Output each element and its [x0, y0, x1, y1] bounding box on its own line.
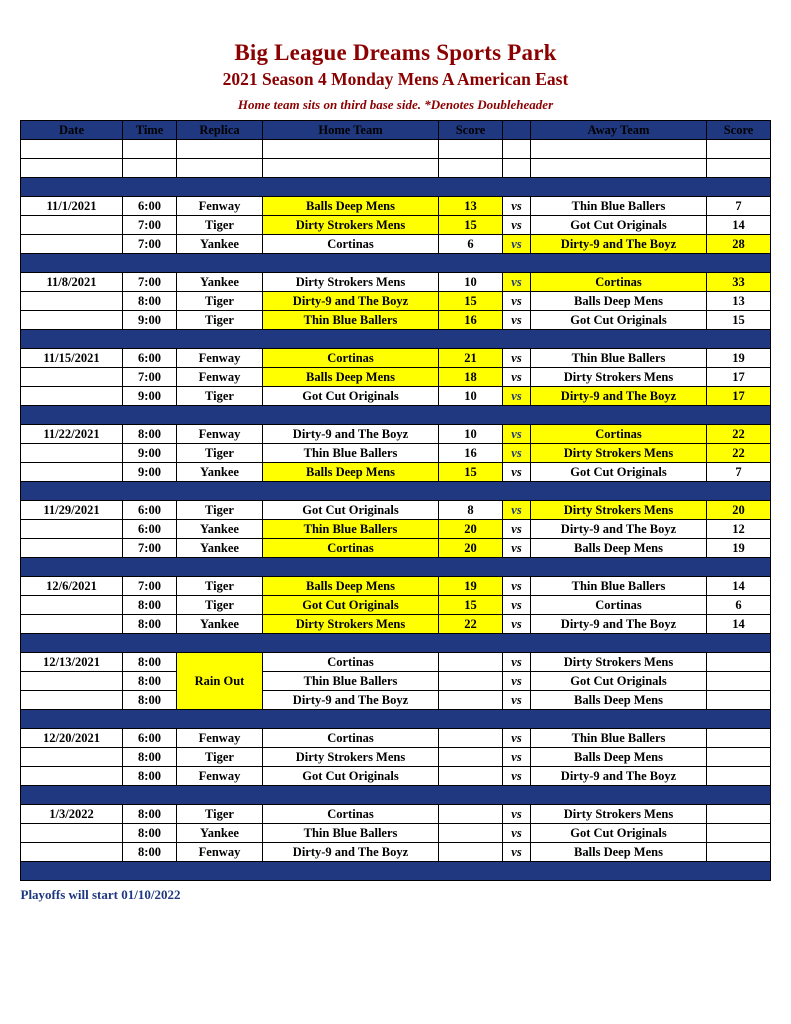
vs-label-cell: vs [503, 691, 531, 710]
time-cell: 9:00 [123, 387, 177, 406]
game-row [21, 368, 771, 387]
home-score-cell: 19 [439, 577, 503, 596]
home-score-cell [439, 767, 503, 786]
vs-label-cell: vs [503, 520, 531, 539]
home-score-cell [439, 672, 503, 691]
vs-label-cell: vs [503, 387, 531, 406]
away-score-cell: 6 [707, 596, 771, 615]
empty-cell [123, 159, 177, 178]
game-row [21, 463, 771, 482]
away-score-cell: 13 [707, 292, 771, 311]
away-score-cell [707, 653, 771, 672]
away-team-cell: Balls Deep Mens [531, 292, 707, 311]
home-score-cell [439, 843, 503, 862]
separator-bar [21, 862, 771, 881]
date-cell: 11/15/2021 [21, 349, 123, 368]
home-team-cell: Thin Blue Ballers [263, 824, 439, 843]
separator-row [21, 330, 771, 349]
away-score-cell: 12 [707, 520, 771, 539]
home-team-cell: Dirty-9 and The Boyz [263, 425, 439, 444]
time-cell: 6:00 [123, 729, 177, 748]
vs-label-cell: vs [503, 672, 531, 691]
home-team-cell: Got Cut Originals [263, 387, 439, 406]
home-score-cell: 18 [439, 368, 503, 387]
vs-label-cell: vs [503, 843, 531, 862]
time-cell: 8:00 [123, 596, 177, 615]
replica-cell: Yankee [177, 463, 263, 482]
replica-cell: Fenway [177, 767, 263, 786]
date-cell [21, 520, 123, 539]
time-cell: 7:00 [123, 368, 177, 387]
separator-bar [21, 482, 771, 501]
home-score-cell [439, 748, 503, 767]
home-team-cell: Cortinas [263, 349, 439, 368]
date-cell: 11/8/2021 [21, 273, 123, 292]
home-team-cell: Balls Deep Mens [263, 463, 439, 482]
replica-cell: Tiger [177, 292, 263, 311]
date-cell: 12/6/2021 [21, 577, 123, 596]
away-team-cell: Balls Deep Mens [531, 748, 707, 767]
home-score-cell [439, 653, 503, 672]
separator-bar [21, 710, 771, 729]
home-team-note: Home team sits on third base side. *Denotes Doubleheader [237, 97, 554, 112]
home-team-cell: Cortinas [263, 539, 439, 558]
column-header-score: Score [439, 121, 503, 140]
vs-label-cell: vs [503, 615, 531, 634]
replica-cell: Yankee [177, 235, 263, 254]
date-cell: 11/29/2021 [21, 501, 123, 520]
replica-cell: Tiger [177, 748, 263, 767]
time-cell: 8:00 [123, 843, 177, 862]
date-cell [21, 235, 123, 254]
date-cell [21, 368, 123, 387]
away-team-cell: Thin Blue Ballers [531, 729, 707, 748]
replica-cell: Yankee [177, 615, 263, 634]
time-cell: 7:00 [123, 577, 177, 596]
playoffs-note: Playoffs will start 01/10/2022 [20, 887, 181, 902]
away-team-cell: Thin Blue Ballers [531, 577, 707, 596]
date-cell [21, 767, 123, 786]
home-score-cell: 20 [439, 520, 503, 539]
rain-out-cell: Rain Out [177, 653, 263, 710]
game-row [21, 577, 771, 596]
away-team-cell: Dirty-9 and The Boyz [531, 767, 707, 786]
home-team-cell: Thin Blue Ballers [263, 520, 439, 539]
date-cell [21, 615, 123, 634]
time-cell: 8:00 [123, 824, 177, 843]
home-score-cell: 6 [439, 235, 503, 254]
home-score-cell: 10 [439, 387, 503, 406]
date-cell [21, 539, 123, 558]
time-cell: 8:00 [123, 691, 177, 710]
empty-cell [531, 159, 707, 178]
away-team-cell: Dirty-9 and The Boyz [531, 615, 707, 634]
season-subtitle: 2021 Season 4 Monday Mens A American East [222, 69, 569, 89]
away-team-cell: Balls Deep Mens [531, 691, 707, 710]
date-cell [21, 596, 123, 615]
date-cell [21, 748, 123, 767]
date-cell [21, 691, 123, 710]
vs-label-cell: vs [503, 539, 531, 558]
away-score-cell: 14 [707, 577, 771, 596]
home-score-cell [439, 691, 503, 710]
time-cell: 8:00 [123, 425, 177, 444]
empty-cell [177, 140, 263, 159]
away-team-cell: Thin Blue Ballers [531, 349, 707, 368]
separator-row [21, 406, 771, 425]
away-team-cell: Got Cut Originals [531, 463, 707, 482]
away-score-cell [707, 843, 771, 862]
game-row [21, 425, 771, 444]
away-team-cell: Dirty-9 and The Boyz [531, 520, 707, 539]
vs-label-cell: vs [503, 501, 531, 520]
away-score-cell: 20 [707, 501, 771, 520]
away-score-cell: 17 [707, 368, 771, 387]
replica-cell: Tiger [177, 577, 263, 596]
replica-cell: Yankee [177, 824, 263, 843]
empty-cell [707, 159, 771, 178]
away-team-cell: Cortinas [531, 273, 707, 292]
home-score-cell: 13 [439, 197, 503, 216]
home-team-cell: Cortinas [263, 653, 439, 672]
schedule-table-body [21, 121, 771, 881]
home-score-cell: 10 [439, 425, 503, 444]
column-header-vs [503, 121, 531, 140]
away-team-cell: Got Cut Originals [531, 216, 707, 235]
replica-cell: Tiger [177, 311, 263, 330]
game-row [21, 501, 771, 520]
home-team-cell: Dirty Strokers Mens [263, 748, 439, 767]
away-score-cell [707, 729, 771, 748]
separator-bar [21, 786, 771, 805]
date-cell [21, 843, 123, 862]
home-score-cell: 8 [439, 501, 503, 520]
date-cell: 11/1/2021 [21, 197, 123, 216]
game-row [21, 235, 771, 254]
game-row [21, 824, 771, 843]
replica-cell: Fenway [177, 349, 263, 368]
home-score-cell: 10 [439, 273, 503, 292]
game-row [21, 273, 771, 292]
away-team-cell: Got Cut Originals [531, 672, 707, 691]
empty-cell [439, 159, 503, 178]
away-score-cell: 7 [707, 463, 771, 482]
time-cell: 8:00 [123, 292, 177, 311]
replica-cell: Yankee [177, 273, 263, 292]
away-score-cell: 33 [707, 273, 771, 292]
separator-row [21, 786, 771, 805]
date-cell [21, 824, 123, 843]
vs-label-cell: vs [503, 349, 531, 368]
home-score-cell: 15 [439, 216, 503, 235]
empty-cell [707, 140, 771, 159]
separator-bar [21, 254, 771, 273]
game-row [21, 748, 771, 767]
away-team-cell: Got Cut Originals [531, 311, 707, 330]
home-team-cell: Cortinas [263, 805, 439, 824]
replica-cell: Fenway [177, 368, 263, 387]
vs-label-cell: vs [503, 273, 531, 292]
home-score-cell: 16 [439, 311, 503, 330]
away-team-cell: Got Cut Originals [531, 824, 707, 843]
separator-row [21, 254, 771, 273]
time-cell: 8:00 [123, 748, 177, 767]
date-cell [21, 387, 123, 406]
time-cell: 7:00 [123, 539, 177, 558]
replica-cell: Tiger [177, 444, 263, 463]
separator-row [21, 178, 771, 197]
column-header-replica: Replica [177, 121, 263, 140]
vs-label-cell: vs [503, 653, 531, 672]
game-row [21, 843, 771, 862]
away-team-cell: Balls Deep Mens [531, 539, 707, 558]
home-score-cell [439, 824, 503, 843]
away-score-cell: 28 [707, 235, 771, 254]
empty-row [21, 140, 771, 159]
home-team-cell: Thin Blue Ballers [263, 444, 439, 463]
away-score-cell [707, 767, 771, 786]
empty-cell [177, 159, 263, 178]
home-score-cell [439, 805, 503, 824]
home-team-cell: Dirty Strokers Mens [263, 615, 439, 634]
column-header-score: Score [707, 121, 771, 140]
game-row [21, 444, 771, 463]
vs-label-cell: vs [503, 292, 531, 311]
game-row [21, 197, 771, 216]
page-title: Big League Dreams Sports Park [234, 40, 557, 65]
home-team-cell: Balls Deep Mens [263, 368, 439, 387]
replica-cell: Fenway [177, 729, 263, 748]
column-header-time: Time [123, 121, 177, 140]
separator-row [21, 634, 771, 653]
away-score-cell: 19 [707, 539, 771, 558]
empty-cell [503, 159, 531, 178]
game-row [21, 539, 771, 558]
vs-label-cell: vs [503, 463, 531, 482]
home-team-cell: Got Cut Originals [263, 596, 439, 615]
away-score-cell: 19 [707, 349, 771, 368]
away-score-cell: 17 [707, 387, 771, 406]
home-score-cell: 15 [439, 292, 503, 311]
home-score-cell: 21 [439, 349, 503, 368]
game-row [21, 311, 771, 330]
separator-row [21, 710, 771, 729]
vs-label-cell: vs [503, 596, 531, 615]
game-row [21, 615, 771, 634]
replica-cell: Fenway [177, 843, 263, 862]
separator-row [21, 558, 771, 577]
replica-cell: Tiger [177, 501, 263, 520]
time-cell: 7:00 [123, 216, 177, 235]
vs-label-cell: vs [503, 748, 531, 767]
time-cell: 8:00 [123, 653, 177, 672]
away-team-cell: Thin Blue Ballers [531, 197, 707, 216]
home-team-cell: Thin Blue Ballers [263, 311, 439, 330]
empty-cell [21, 140, 123, 159]
home-team-cell: Thin Blue Ballers [263, 672, 439, 691]
date-cell [21, 463, 123, 482]
time-cell: 8:00 [123, 672, 177, 691]
replica-cell: Tiger [177, 387, 263, 406]
game-row [21, 349, 771, 368]
home-score-cell: 16 [439, 444, 503, 463]
home-team-cell: Dirty-9 and The Boyz [263, 843, 439, 862]
vs-label-cell: vs [503, 577, 531, 596]
vs-label-cell: vs [503, 805, 531, 824]
date-cell [21, 311, 123, 330]
vs-label-cell: vs [503, 425, 531, 444]
date-cell [21, 444, 123, 463]
away-team-cell: Dirty Strokers Mens [531, 444, 707, 463]
vs-label-cell: vs [503, 729, 531, 748]
date-cell [21, 292, 123, 311]
home-team-cell: Dirty-9 and The Boyz [263, 691, 439, 710]
away-team-cell: Dirty-9 and The Boyz [531, 387, 707, 406]
away-score-cell [707, 672, 771, 691]
time-cell: 9:00 [123, 311, 177, 330]
separator-bar [21, 178, 771, 197]
date-cell: 12/20/2021 [21, 729, 123, 748]
vs-label-cell: vs [503, 235, 531, 254]
away-team-cell: Balls Deep Mens [531, 843, 707, 862]
empty-cell [263, 159, 439, 178]
separator-bar [21, 558, 771, 577]
time-cell: 6:00 [123, 197, 177, 216]
away-score-cell: 14 [707, 615, 771, 634]
home-team-cell: Balls Deep Mens [263, 577, 439, 596]
time-cell: 7:00 [123, 235, 177, 254]
vs-label-cell: vs [503, 824, 531, 843]
vs-label-cell: vs [503, 216, 531, 235]
away-score-cell: 22 [707, 444, 771, 463]
date-cell: 1/3/2022 [21, 805, 123, 824]
replica-cell: Yankee [177, 539, 263, 558]
date-cell: 12/13/2021 [21, 653, 123, 672]
home-score-cell: 20 [439, 539, 503, 558]
game-row [21, 216, 771, 235]
date-cell: 11/22/2021 [21, 425, 123, 444]
separator-bar [21, 406, 771, 425]
replica-cell: Tiger [177, 216, 263, 235]
empty-cell [263, 140, 439, 159]
away-team-cell: Cortinas [531, 596, 707, 615]
away-team-cell: Dirty Strokers Mens [531, 501, 707, 520]
away-team-cell: Dirty Strokers Mens [531, 805, 707, 824]
home-team-cell: Cortinas [263, 235, 439, 254]
schedule-table [20, 120, 771, 881]
time-cell: 6:00 [123, 501, 177, 520]
column-header-away-team: Away Team [531, 121, 707, 140]
vs-label-cell: vs [503, 767, 531, 786]
vs-label-cell: vs [503, 368, 531, 387]
home-team-cell: Dirty-9 and The Boyz [263, 292, 439, 311]
time-cell: 8:00 [123, 767, 177, 786]
home-team-cell: Dirty Strokers Mens [263, 216, 439, 235]
home-score-cell: 15 [439, 463, 503, 482]
game-row [21, 805, 771, 824]
away-team-cell: Cortinas [531, 425, 707, 444]
home-score-cell [439, 729, 503, 748]
home-team-cell: Cortinas [263, 729, 439, 748]
empty-row [21, 159, 771, 178]
away-score-cell [707, 748, 771, 767]
game-row [21, 672, 771, 691]
game-row [21, 520, 771, 539]
away-score-cell [707, 805, 771, 824]
home-score-cell: 15 [439, 596, 503, 615]
away-score-cell [707, 824, 771, 843]
home-score-cell: 22 [439, 615, 503, 634]
empty-cell [123, 140, 177, 159]
time-cell: 9:00 [123, 444, 177, 463]
home-team-cell: Got Cut Originals [263, 767, 439, 786]
separator-bar [21, 634, 771, 653]
time-cell: 7:00 [123, 273, 177, 292]
game-row [21, 292, 771, 311]
game-row [21, 596, 771, 615]
time-cell: 8:00 [123, 805, 177, 824]
away-score-cell: 14 [707, 216, 771, 235]
column-header-date: Date [21, 121, 123, 140]
home-team-cell: Balls Deep Mens [263, 197, 439, 216]
game-row [21, 767, 771, 786]
away-score-cell [707, 691, 771, 710]
vs-label-cell: vs [503, 311, 531, 330]
separator-row [21, 862, 771, 881]
away-team-cell: Dirty Strokers Mens [531, 653, 707, 672]
date-cell [21, 216, 123, 235]
replica-cell: Yankee [177, 520, 263, 539]
replica-cell: Fenway [177, 197, 263, 216]
separator-row [21, 482, 771, 501]
away-team-cell: Dirty Strokers Mens [531, 368, 707, 387]
game-row [21, 691, 771, 710]
away-score-cell: 22 [707, 425, 771, 444]
game-row [21, 387, 771, 406]
away-team-cell: Dirty-9 and The Boyz [531, 235, 707, 254]
away-score-cell: 15 [707, 311, 771, 330]
empty-cell [439, 140, 503, 159]
separator-bar [21, 330, 771, 349]
replica-cell: Tiger [177, 596, 263, 615]
vs-label-cell: vs [503, 197, 531, 216]
away-score-cell: 7 [707, 197, 771, 216]
empty-cell [21, 159, 123, 178]
game-row [21, 729, 771, 748]
vs-label-cell: vs [503, 444, 531, 463]
replica-cell: Tiger [177, 805, 263, 824]
date-cell [21, 672, 123, 691]
column-header-home-team: Home Team [263, 121, 439, 140]
time-cell: 6:00 [123, 349, 177, 368]
empty-cell [503, 140, 531, 159]
home-team-cell: Got Cut Originals [263, 501, 439, 520]
time-cell: 6:00 [123, 520, 177, 539]
home-team-cell: Dirty Strokers Mens [263, 273, 439, 292]
replica-cell: Fenway [177, 425, 263, 444]
time-cell: 8:00 [123, 615, 177, 634]
column-header-row [21, 121, 771, 140]
game-row [21, 653, 771, 672]
time-cell: 9:00 [123, 463, 177, 482]
empty-cell [531, 140, 707, 159]
